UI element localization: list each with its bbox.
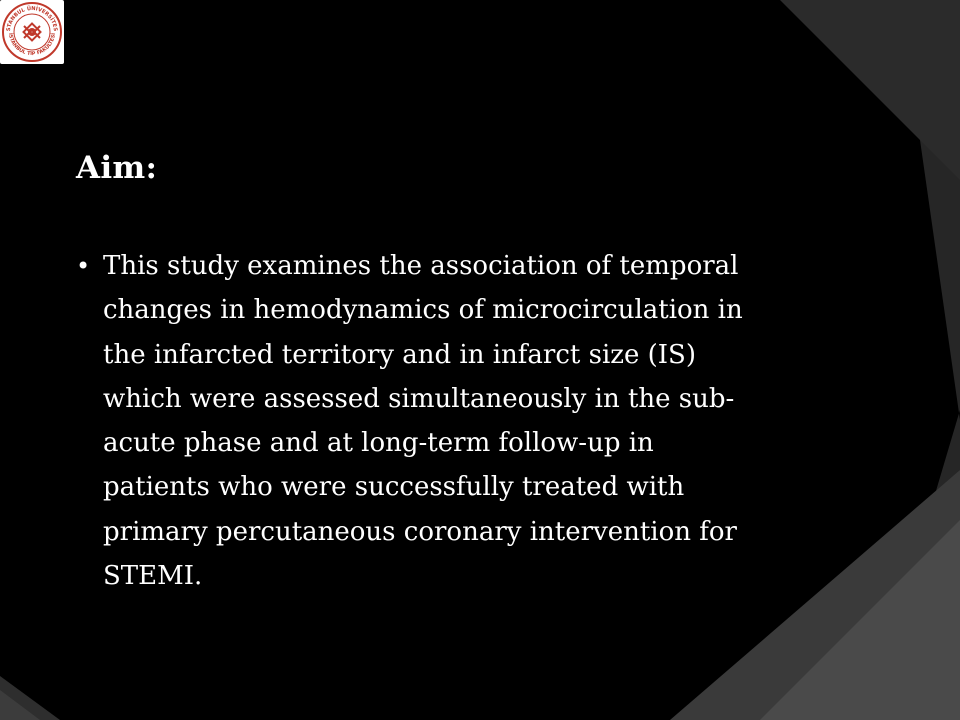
bullet-marker: • — [76, 252, 91, 280]
bullet-line: primary percutaneous coronary intervention for — [103, 516, 737, 547]
university-logo — [0, 0, 64, 64]
bullet-line: This study examines the association of temporal — [103, 251, 739, 281]
list-item — [76, 244, 876, 598]
bullet-line: acute phase and at long-term follow-up in — [103, 428, 654, 459]
bullet-line: the infarcted territory and in infarct size (IS) — [103, 339, 696, 370]
bullet-line: which were assessed simultaneously in the sub- — [103, 383, 735, 414]
bullet-list — [76, 244, 876, 598]
svg-text:İSTANBUL TIP FAKÜLTESİ: İSTANBUL TIP FAKÜLTESİ — [7, 32, 57, 58]
knot-emblem-icon — [24, 24, 41, 41]
slide-title: Aim: — [76, 150, 158, 186]
logo-seal — [0, 0, 64, 64]
svg-text:İSTANBUL ÜNİVERSİTESİ: STANBUL ÜNİVERSİTES — [5, 5, 59, 32]
bullet-line: patients who were successfully treated with — [103, 472, 685, 503]
bullet-line: STEMI. — [103, 561, 203, 592]
bullet-line: changes in hemodynamics of microcirculation in — [103, 295, 743, 326]
